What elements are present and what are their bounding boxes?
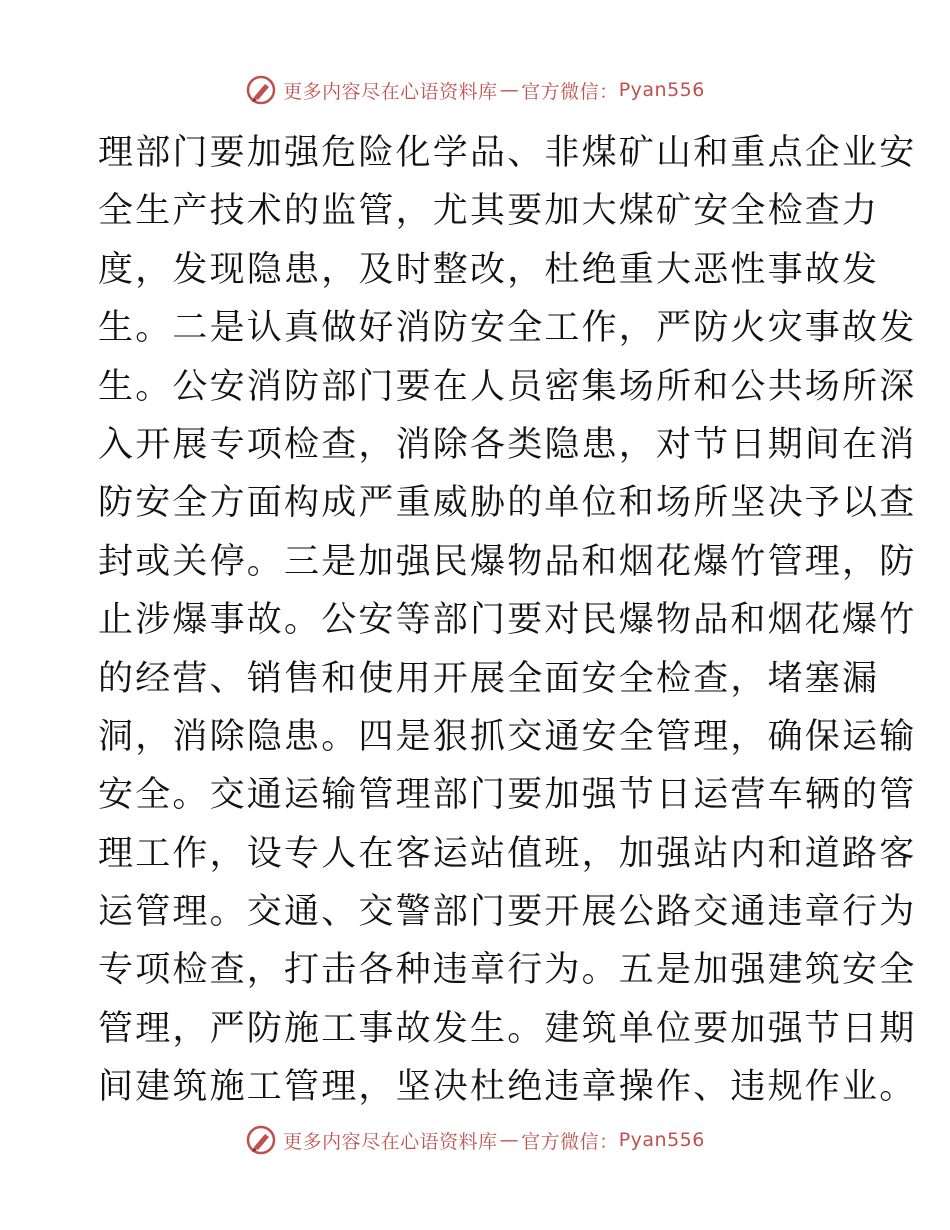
- body-line: 安全。交通运输管理部门要加强节日运营车辆的管: [98, 775, 917, 816]
- wechat-id: Pyan556: [618, 79, 705, 101]
- body-line: 止涉爆事故。公安等部门要对民爆物品和烟花爆竹: [98, 600, 917, 641]
- body-line: 理工作，设专人在客运站值班，加强站内和道路客: [98, 833, 917, 874]
- body-line: 全生产技术的监管，尤其要加大煤矿安全检查力: [98, 191, 880, 232]
- banner-text: 更多内容尽在心语资料库: [283, 1130, 498, 1153]
- body-line: 防安全方面构成严重威胁的单位和场所坚决予以查: [98, 483, 917, 524]
- body-line: 理部门要加强危险化学品、非煤矿山和重点企业安: [98, 133, 917, 173]
- body-line: 专项检查，打击各种违章行为。五是加强建筑安全: [98, 950, 917, 991]
- wechat-label: 官方微信：: [521, 1130, 619, 1153]
- wechat-label: 官方微信：: [521, 80, 619, 103]
- body-line: 洞，消除隐患。四是狠抓交通安全管理，确保运输: [98, 716, 917, 757]
- body-line: 度，发现隐患，及时整改，杜绝重大恶性事故发: [98, 249, 880, 290]
- body-line: 运管理。交通、交警部门要开展公路交通违章行为: [98, 892, 917, 933]
- body-line: 生。公安消防部门要在人员密集场所和公共场所深: [98, 366, 917, 407]
- body-line: 管理，严防施工事故发生。建筑单位要加强节日期: [98, 1008, 917, 1049]
- pen-seal-icon: [245, 1124, 277, 1156]
- banner-separator: —: [499, 1129, 520, 1151]
- body-line: 入开展专项检查，消除各类隐患，对节日期间在消: [98, 424, 917, 465]
- header-banner: [0, 70, 950, 110]
- banner-separator: —: [499, 79, 520, 101]
- footer-banner: [0, 1120, 950, 1160]
- body-line: 生。二是认真做好消防安全工作，严防火灾事故发: [98, 308, 917, 349]
- banner-text: 更多内容尽在心语资料库: [283, 80, 498, 103]
- pen-seal-icon: [245, 74, 277, 106]
- body-line: 间建筑施工管理，坚决杜绝违章操作、违规作业。: [98, 1067, 917, 1108]
- body-line: 的经营、销售和使用开展全面安全检查，堵塞漏: [98, 658, 880, 699]
- document-body: [98, 124, 917, 1117]
- body-line: 封或关停。三是加强民爆物品和烟花爆竹管理，防: [98, 541, 917, 582]
- wechat-id: Pyan556: [618, 1129, 705, 1151]
